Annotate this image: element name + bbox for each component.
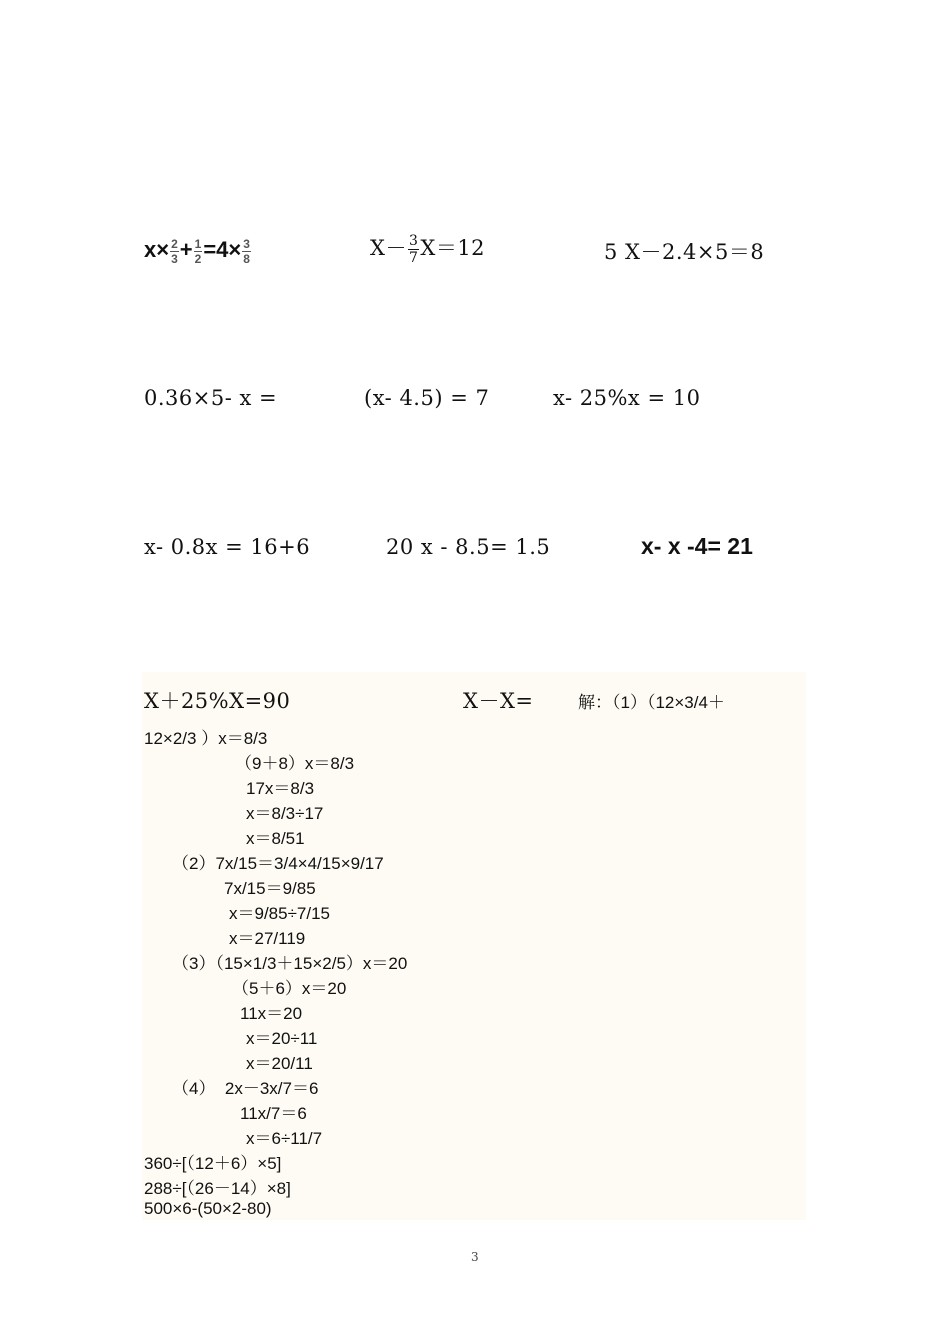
solution-line: （3）（15×1/3＋15×2/5）x＝20 <box>172 954 408 973</box>
solution-line: 500×6-(50×2-80) <box>144 1199 272 1218</box>
equation-1-1 <box>144 230 252 270</box>
equation-3-2: 20 x - 8.5= 1.5 <box>386 535 551 559</box>
fraction-one-half: $\frac{1}{2}$ <box>194 236 202 266</box>
equation-3-3: x- x -4= 21 <box>641 533 753 559</box>
solution-line: 12×2/3 ）x＝8/3 <box>144 729 268 748</box>
equation-1-3: 5 X－2.4×5＝8 <box>604 240 765 264</box>
solution-line: （2）7x/15＝3/4×4/15×9/17 <box>172 854 384 873</box>
equation-4-2: X－X= <box>463 689 534 713</box>
solution-line: x＝6÷11/7 <box>246 1129 323 1148</box>
equation-2-2: (x- 4.5) = 7 <box>364 386 490 410</box>
solution-line: x＝9/85÷7/15 <box>229 904 331 923</box>
solution-line: （4） 2x－3x/7＝6 <box>172 1079 319 1098</box>
solution-line: x＝20÷11 <box>246 1029 318 1048</box>
solution-line: 17x＝8/3 <box>246 779 315 798</box>
fraction-two-thirds: $\frac{2}{3}$ <box>171 236 178 266</box>
page-number: 3 <box>471 1250 479 1264</box>
solution-line: x＝8/3÷17 <box>246 804 324 823</box>
fraction-three-sevenths: $\frac{3}{7}$ <box>408 233 419 266</box>
solution-line: x＝8/51 <box>246 829 305 848</box>
equation-4-1: X＋25%X=90 <box>144 689 291 713</box>
eq-text: X＝12 <box>420 236 486 260</box>
eq-text: X－ <box>370 236 407 260</box>
eq-text: + <box>179 237 193 262</box>
solution-line: x＝27/119 <box>229 929 306 948</box>
solution-line: 360÷[（12＋6）×5] <box>144 1154 282 1173</box>
solution-line: 11x＝20 <box>240 1004 303 1023</box>
eq-text: x× <box>144 237 170 262</box>
fraction-three-eighths: $\frac{3}{8}$ <box>243 236 250 266</box>
equation-2-1: 0.36×5- x = <box>144 386 278 410</box>
equation-1-2 <box>370 228 485 268</box>
eq-text: =4× <box>203 237 242 262</box>
equation-2-3: x- 25%x = 10 <box>553 386 701 410</box>
equation-3-1: x- 0.8x = 16+6 <box>144 535 311 559</box>
solution-line: 7x/15＝9/85 <box>224 879 316 898</box>
solution-line: 288÷[（26－14）×8] <box>144 1179 291 1198</box>
solution-line: x＝20/11 <box>246 1054 313 1073</box>
solution-line: 11x/7＝6 <box>240 1104 307 1123</box>
solution-line: （9＋8）x＝8/3 <box>235 754 355 773</box>
solution-line: （5＋6）x＝20 <box>232 979 347 998</box>
solution-intro: 解：（1）（12×3/4＋ <box>578 693 725 712</box>
